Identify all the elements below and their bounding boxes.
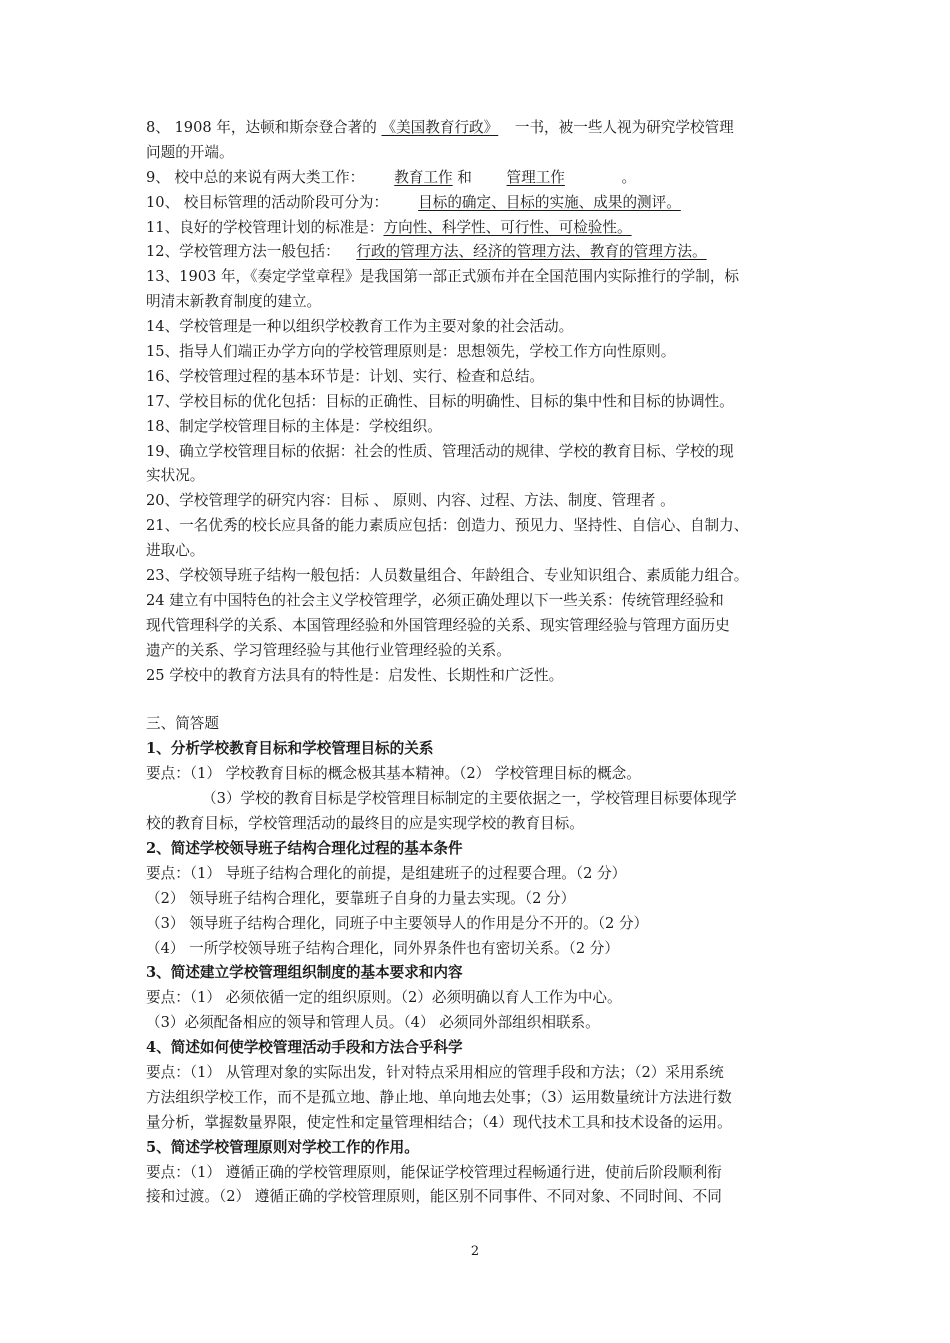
list-item: 24 建立有中国特色的社会主义学校管理学，必须正确处理以下一些关系：传统管理经验和 [146,591,724,609]
list-item: 14、学校管理是一种以组织学校教育工作为主要对象的社会活动。 [146,318,574,336]
question-heading: 4、简述如何使学校管理活动手段和方法合乎科学 [146,1039,463,1057]
answer-line: （4） 一所学校领导班子结构合理化，同外界条件也有密切关系。（2 分） [146,939,619,957]
page-content [146,116,814,1210]
answer-line: 要点：（1） 从管理对象的实际出发，针对特点采用相应的管理手段和方法；（2）采用系统 [146,1063,724,1081]
answer-line: （3）必须配备相应的领导和管理人员。（4） 必须同外部组织相联系。 [146,1014,600,1032]
list-item: 25 学校中的教育方法具有的特性是：启发性、长期性和广泛性。 [146,666,564,684]
answer-line: （3） 领导班子结构合理化，同班子中主要领导人的作用是分不开的。（2 分） [146,914,649,932]
section-title: 三、简答题 [146,715,219,733]
list-item: 现代管理科学的关系、本国管理经验和外国管理经验的关系、现实管理经验与管理方面历史 [146,616,730,634]
list-item: 21、一名优秀的校长应具备的能力素质应包括：创造力、预见力、坚持性、自信心、自制力、 [146,517,749,535]
list-item: 明清末新教育制度的建立。 [146,293,322,311]
list-item: 17、学校目标的优化包括：目标的正确性、目标的明确性、目标的集中性和目标的协调性。 [146,392,734,410]
list-item: 16、学校管理过程的基本环节是：计划、实行、检查和总结。 [146,367,545,385]
list-item: 8、 1908 年，达顿和斯奈登合著的 《美国教育行政》 一书，被一些人视为研究学校管理 [146,119,734,136]
list-item: 问题的开端。 [146,143,234,161]
answer-blank: 《美国教育行政》 [381,119,499,136]
question-heading: 1、分析学校教育目标和学校管理目标的关系 [146,740,434,758]
list-item: 20、学校管理学的研究内容：目标 、 原则、内容、过程、方法、制度、管理者 。 [146,492,675,510]
list-item: 23、学校领导班子结构一般包括：人员数量组合、年龄组合、专业知识组合、素质能力组合。 [146,567,749,585]
list-item: 18、制定学校管理目标的主体是：学校组织。 [146,417,442,435]
answer-line: 要点：（1） 导班子结构合理化的前提，是组建班子的过程要合理。（2 分） [146,864,627,882]
section-gap [146,688,814,712]
answer-blank: 教育工作 [394,168,453,186]
answer-line: 要点：（1） 学校教育目标的概念极其基本精神。（2） 学校管理目标的概念。 [146,765,641,783]
answer-blank: 行政的管理方法、经济的管理方法、教育的管理方法。 [356,243,707,261]
answer-line: 量分析，掌握数量界限，使定性和定量管理相结合；（4）现代技术工具和技术设备的运用。 [146,1113,732,1131]
answer-blank: 管理工作 [506,168,565,186]
list-item: 13、1903 年，《奏定学堂章程》是我国第一部正式颁布并在全国范围内实际推行的学制，标 [146,268,740,286]
list-item: 10、 校目标管理的活动阶段可分为： 目标的确定、目标的实施、成果的测评。 [146,193,681,211]
list-item: 实状况。 [146,467,205,485]
answer-blank: 方向性、科学性、可行性、可检验性。 [383,218,632,236]
list-item: 19、确立学校管理目标的依据：社会的性质、管理活动的规律、学校的教育目标、学校的现 [146,442,734,460]
list-item: 进取心。 [146,542,205,560]
answer-line: 校的教育目标，学校管理活动的最终目的应是实现学校的教育目标。 [146,815,584,833]
answer-line: 方法组织学校工作，而不是孤立地、静止地、单向地去处事；（3）运用数量统计方法进行数 [146,1088,732,1106]
page-number: 2 [470,1244,480,1259]
answer-line: 要点：（1） 必须依循一定的组织原则。（2）必须明确以育人工作为中心。 [146,989,622,1007]
list-item: 遗产的关系、学习管理经验与其他行业管理经验的关系。 [146,641,511,659]
answer-line: 要点：（1） 遵循正确的学校管理原则，能保证学校管理过程畅通行进，使前后阶段顺利衔 [146,1163,722,1181]
list-item: 15、指导人们端正办学方向的学校管理原则是：思想领先，学校工作方向性原则。 [146,343,676,361]
answer-line: （3）学校的教育目标是学校管理目标制定的主要依据之一，学校管理目标要体现学 [202,790,737,808]
list-item: 9、 校中总的来说有两大类工作： 教育工作 和 管理工作 。 [146,168,637,186]
answer-line: （2） 领导班子结构合理化，要靠班子自身的力量去实现。（2 分） [146,889,576,907]
list-item: 12、学校管理方法一般包括： 行政的管理方法、经济的管理方法、教育的管理方法。 [146,243,707,261]
question-heading: 3、简述建立学校管理组织制度的基本要求和内容 [146,964,463,982]
list-item: 11、良好的学校管理计划的标准是：方向性、科学性、可行性、可检验性。 [146,218,632,236]
answer-blank: 目标的确定、目标的实施、成果的测评。 [418,193,681,211]
answer-line: 接和过渡。（2） 遵循正确的学校管理原则，能区别不同事件、不同对象、不同时间、不同 [146,1188,722,1206]
question-heading: 5、简述学校管理原则对学校工作的作用。 [146,1138,419,1156]
question-heading: 2、简述学校领导班子结构合理化过程的基本条件 [146,839,463,857]
